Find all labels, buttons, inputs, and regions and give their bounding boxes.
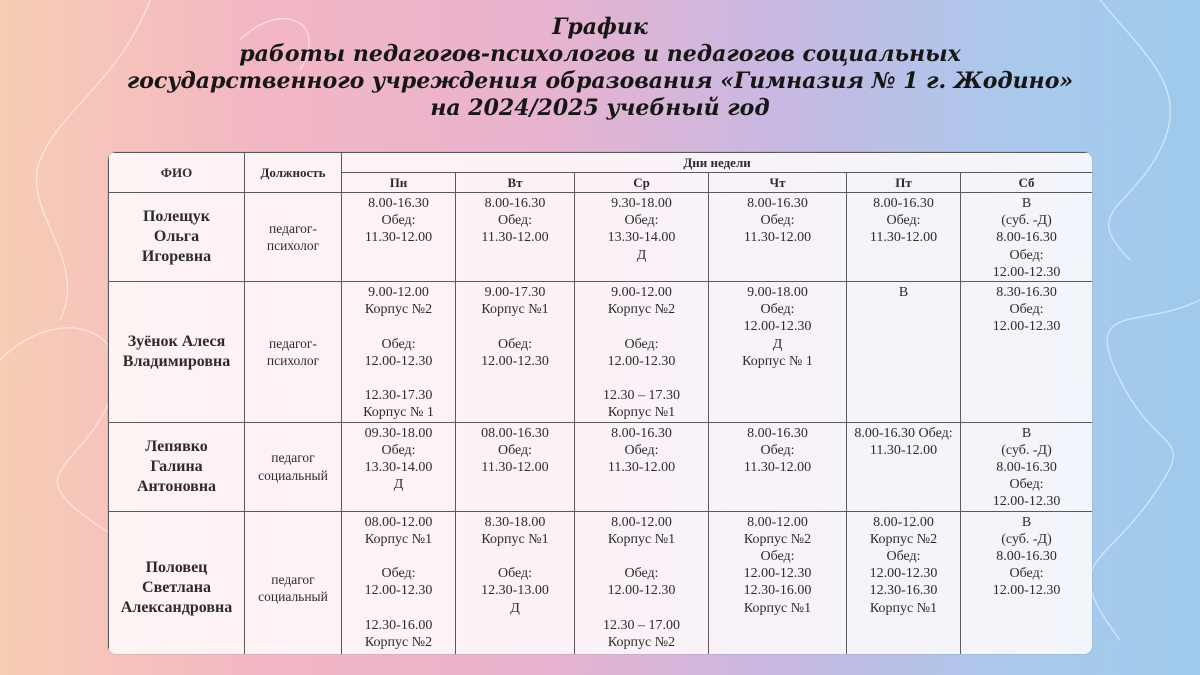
schedule-cell-line: Обед: bbox=[760, 213, 795, 229]
employee-position bbox=[245, 193, 342, 282]
schedule-cell-line: Корпус № 1 bbox=[742, 353, 813, 369]
schedule-cell-line: 12.30-16.00 bbox=[743, 583, 812, 599]
schedule-cell-line: Корпус №2 bbox=[743, 531, 812, 547]
schedule-cell-line: 8.00-16.30 bbox=[996, 549, 1057, 565]
schedule-cell-sat bbox=[961, 422, 1093, 511]
schedule-row bbox=[109, 193, 1093, 282]
schedule-cell-line: 12.30-17.30 bbox=[364, 388, 433, 404]
schedule-cell-line: 12.00-12.30 bbox=[869, 566, 938, 582]
header-days-of-week: Дни недели bbox=[342, 153, 1093, 173]
schedule-cell-wed bbox=[575, 422, 709, 511]
schedule-cell-line: Обед: bbox=[886, 213, 921, 229]
schedule-cell-line: Обед: bbox=[886, 549, 921, 565]
schedule-cell-line: Д bbox=[772, 336, 783, 352]
employee-position bbox=[245, 282, 342, 423]
schedule-row bbox=[109, 282, 1093, 423]
schedule-cell-line: 08.00-16.30 bbox=[481, 425, 549, 441]
schedule-cell-wed bbox=[575, 511, 709, 654]
schedule-cell-line: Обед: bbox=[381, 442, 416, 458]
schedule-cell-line: 9.00-18.00 bbox=[747, 285, 808, 301]
title-line-4: на 2024/2025 учебный год bbox=[430, 95, 770, 121]
schedule-cell-line: Обед: bbox=[497, 566, 533, 582]
schedule-cell-fri bbox=[847, 422, 961, 511]
employee-name-line: Игоревна bbox=[141, 248, 212, 265]
header-position: Должность bbox=[245, 153, 342, 193]
title-line-2: работы педагогов-психологов и педагогов социальных bbox=[239, 41, 961, 67]
schedule-cell-line bbox=[459, 318, 571, 335]
schedule-cell-thu bbox=[709, 511, 847, 654]
employee-name-line: Александровна bbox=[120, 599, 233, 617]
schedule-cell-line: В bbox=[1021, 514, 1032, 530]
schedule-cell-mon bbox=[342, 282, 456, 423]
schedule-cell-line: Корпус № 1 bbox=[363, 405, 434, 421]
schedule-body bbox=[109, 193, 1093, 655]
schedule-cell-line: Корпус №2 bbox=[364, 302, 433, 318]
schedule-cell-line: 8.00-16.30 bbox=[484, 196, 546, 211]
schedule-cell-sat bbox=[961, 511, 1093, 654]
schedule-cell-line: (суб. -Д) bbox=[1001, 442, 1052, 458]
schedule-cell-line: 11.30-12.00 bbox=[364, 230, 433, 246]
schedule-row bbox=[109, 422, 1093, 511]
schedule-cell-line: 12.00-12.30 bbox=[992, 583, 1061, 599]
employee-name-line: Галина bbox=[150, 457, 203, 475]
employee-name-line: Полещук bbox=[142, 208, 211, 225]
schedule-cell-line bbox=[578, 318, 705, 335]
schedule-cell-line: 8.00-12.00 bbox=[873, 514, 934, 530]
schedule-cell-line: 8.00-16.30 bbox=[747, 196, 808, 211]
schedule-cell-line: Обед: bbox=[497, 336, 533, 352]
schedule-cell-line: 12.00-12.30 bbox=[364, 583, 433, 599]
employee-name bbox=[109, 193, 245, 282]
schedule-cell-line: (суб. -Д) bbox=[1001, 531, 1052, 547]
schedule-cell-line bbox=[578, 548, 705, 565]
schedule-cell-line bbox=[345, 318, 452, 335]
schedule-cell-line: 8.00-12.00 bbox=[611, 514, 672, 530]
schedule-cell-line: 8.00-16.30 bbox=[996, 230, 1057, 246]
schedule-cell-line: (суб. -Д) bbox=[1001, 213, 1052, 229]
employee-position-line: педагог- bbox=[269, 220, 317, 236]
employee-position-line: психолог bbox=[266, 238, 320, 253]
schedule-cell-mon bbox=[342, 193, 456, 282]
schedule-cell-line: Обед: bbox=[760, 442, 795, 458]
header-day-wed: Ср bbox=[575, 173, 709, 193]
schedule-cell-line: Обед: bbox=[760, 549, 795, 565]
schedule-cell-thu bbox=[709, 422, 847, 511]
schedule-cell-line: Обед: bbox=[1009, 302, 1044, 318]
employee-position-line: педагог bbox=[271, 571, 315, 587]
header-fio: ФИО bbox=[109, 153, 245, 193]
schedule-cell-line: 12.00-12.30 bbox=[743, 319, 812, 335]
schedule-cell-line: В bbox=[1021, 196, 1032, 211]
schedule-cell-line: 12.00-12.30 bbox=[607, 353, 676, 369]
employee-name-line: Светлана bbox=[142, 579, 211, 597]
schedule-cell-line: 12.00-12.30 bbox=[607, 583, 676, 599]
employee-name bbox=[109, 511, 245, 654]
schedule-cell-fri bbox=[847, 193, 961, 282]
header-day-thu: Чт bbox=[709, 173, 847, 193]
employee-name-line: Антоновна bbox=[136, 477, 217, 495]
schedule-cell-line: Корпус №2 bbox=[869, 531, 938, 547]
schedule-cell-line: 12.00-12.30 bbox=[992, 494, 1061, 510]
schedule-cell-line: Обед: bbox=[497, 442, 533, 458]
employee-position-line: педагог- bbox=[269, 335, 317, 351]
employee-name-line: Половец bbox=[145, 559, 208, 577]
employee-position-line: педагог bbox=[271, 450, 315, 466]
schedule-cell-line: 8.00-16.30 bbox=[368, 196, 429, 211]
schedule-title bbox=[0, 14, 1200, 122]
schedule-cell-line: Обед: bbox=[624, 213, 659, 229]
title-line-3: государственного учреждения образования «Гимназия № 1 г. Жодино» bbox=[126, 68, 1074, 94]
schedule-cell-line: Д bbox=[510, 600, 520, 616]
schedule-cell-line: Корпус №1 bbox=[607, 531, 676, 547]
schedule-table bbox=[108, 152, 1092, 654]
schedule-cell-line: 8.30-16.30 bbox=[996, 285, 1057, 301]
schedule-cell-line: 12.30-16.30 bbox=[869, 583, 938, 599]
schedule-cell-thu bbox=[709, 282, 847, 423]
schedule-cell-fri bbox=[847, 282, 961, 423]
schedule-cell-tue bbox=[456, 511, 575, 654]
schedule-cell-line: 9.00-12.00 bbox=[611, 285, 672, 301]
schedule-cell-line: Обед: bbox=[624, 336, 659, 352]
schedule-cell-line: 8.30-18.00 bbox=[484, 514, 546, 530]
header-day-mon: Пн bbox=[342, 173, 456, 193]
schedule-cell-line: 9.00-12.00 bbox=[368, 285, 429, 301]
employee-name bbox=[109, 422, 245, 511]
schedule-cell-line: 12.30-13.00 bbox=[481, 583, 549, 599]
schedule-cell-line: 12.30 – 17.30 bbox=[603, 388, 680, 404]
schedule-cell-line: 12.00-12.30 bbox=[992, 264, 1061, 280]
employee-name bbox=[109, 282, 245, 423]
schedule-cell-line: 11.30-12.00 bbox=[743, 230, 812, 246]
schedule-cell-wed bbox=[575, 282, 709, 423]
schedule-cell-line bbox=[345, 370, 452, 387]
schedule-cell-line: 12.00-12.30 bbox=[481, 353, 549, 369]
employee-name-line: Зуёнок Алеся bbox=[127, 332, 226, 350]
header-day-fri: Пт bbox=[847, 173, 961, 193]
schedule-cell-line: 11.30-12.00 bbox=[869, 230, 938, 246]
schedule-cell-line: Корпус №2 bbox=[607, 302, 676, 318]
schedule-table-container bbox=[108, 152, 1092, 654]
schedule-cell-line: 12.30 – 17.00 bbox=[603, 617, 680, 633]
schedule-cell-line: Д bbox=[393, 477, 404, 493]
schedule-cell-line: 8.00-12.00 bbox=[747, 514, 808, 530]
employee-position-line: социальный bbox=[258, 467, 328, 483]
schedule-cell-wed bbox=[575, 193, 709, 282]
schedule-row bbox=[109, 511, 1093, 654]
schedule-cell-line: 11.30-12.00 bbox=[607, 460, 676, 476]
schedule-cell-line: Корпус №1 bbox=[743, 600, 812, 616]
employee-position-line: психолог bbox=[266, 352, 320, 368]
schedule-cell-line: Обед: bbox=[1009, 247, 1044, 263]
schedule-cell-line: 12.00-12.30 bbox=[364, 353, 433, 369]
schedule-cell-line: 8.00-16.30 bbox=[873, 196, 934, 211]
schedule-cell-mon bbox=[342, 511, 456, 654]
schedule-cell-line: Обед: bbox=[497, 213, 533, 229]
employee-name-line: Ольга bbox=[153, 228, 200, 245]
schedule-cell-line: 8.00-16.30 bbox=[611, 425, 672, 441]
schedule-cell-line: Д bbox=[636, 247, 647, 263]
schedule-cell-line: Обед: bbox=[624, 442, 659, 458]
schedule-cell-line: В bbox=[898, 285, 909, 301]
employee-position bbox=[245, 511, 342, 654]
schedule-cell-tue bbox=[456, 282, 575, 423]
schedule-cell-line: Корпус №2 bbox=[607, 635, 676, 651]
employee-position bbox=[245, 422, 342, 511]
schedule-cell-thu bbox=[709, 193, 847, 282]
schedule-cell-line: Обед: bbox=[624, 566, 659, 582]
header-day-tue: Вт bbox=[456, 173, 575, 193]
schedule-cell-line: 8.00-16.30 bbox=[996, 460, 1057, 476]
schedule-cell-line: Корпус №2 bbox=[364, 635, 433, 651]
schedule-cell-line: 11.30-12.00 bbox=[481, 460, 549, 476]
schedule-cell-sat bbox=[961, 282, 1093, 423]
schedule-cell-line: Корпус №1 bbox=[869, 600, 938, 616]
employee-name-line: Владимировна bbox=[122, 352, 231, 370]
schedule-cell-line: 13.30-14.00 bbox=[607, 230, 676, 246]
schedule-cell-line: Корпус №1 bbox=[364, 531, 433, 547]
schedule-cell-line: Обед: bbox=[381, 213, 416, 229]
schedule-cell-line: Обед: bbox=[760, 302, 795, 318]
schedule-cell-line: 12.00-12.30 bbox=[992, 319, 1061, 335]
schedule-cell-line: 08.00-12.00 bbox=[364, 514, 433, 530]
title-line-1: График bbox=[552, 14, 648, 40]
schedule-cell-fri bbox=[847, 511, 961, 654]
schedule-cell-line: 9.30-18.00 bbox=[611, 196, 672, 211]
schedule-cell-line: 8.00-16.30 bbox=[747, 425, 808, 441]
schedule-cell-mon bbox=[342, 422, 456, 511]
schedule-cell-line: В bbox=[1021, 425, 1032, 441]
schedule-cell-line: 13.30-14.00 bbox=[364, 460, 433, 476]
schedule-cell-line: Обед: bbox=[381, 336, 416, 352]
schedule-cell-line: 12.30-16.00 bbox=[364, 617, 433, 633]
schedule-cell-tue bbox=[456, 193, 575, 282]
schedule-cell-line: Обед: bbox=[1009, 477, 1044, 493]
header-day-sat: Сб bbox=[961, 173, 1093, 193]
schedule-cell-line: 11.30-12.00 bbox=[743, 460, 812, 476]
employee-position-line: социальный bbox=[258, 589, 328, 605]
schedule-cell-line: Корпус №1 bbox=[607, 405, 676, 421]
schedule-cell-line: 12.00-12.30 bbox=[743, 566, 812, 582]
schedule-cell-line bbox=[459, 548, 571, 565]
schedule-cell-line: Обед: bbox=[381, 566, 416, 582]
schedule-cell-line: 11.30-12.00 bbox=[481, 230, 549, 246]
employee-name-line: Лепявко bbox=[145, 437, 208, 455]
schedule-cell-line: 09.30-18.00 bbox=[364, 425, 433, 441]
schedule-cell-line: Корпус №1 bbox=[481, 302, 549, 318]
schedule-cell-line: Обед: bbox=[1009, 566, 1044, 582]
schedule-cell-line: 9.00-17.30 bbox=[484, 285, 546, 301]
schedule-cell-line bbox=[345, 548, 452, 565]
schedule-cell-line bbox=[345, 600, 452, 617]
schedule-cell-line bbox=[578, 370, 705, 387]
schedule-cell-line bbox=[578, 600, 705, 617]
schedule-cell-line: Корпус №1 bbox=[481, 531, 549, 547]
schedule-cell-tue bbox=[456, 422, 575, 511]
schedule-cell-line: 8.00-16.30 Обед: bbox=[854, 425, 953, 441]
schedule-cell-line: 11.30-12.00 bbox=[869, 442, 938, 458]
schedule-cell-sat bbox=[961, 193, 1093, 282]
